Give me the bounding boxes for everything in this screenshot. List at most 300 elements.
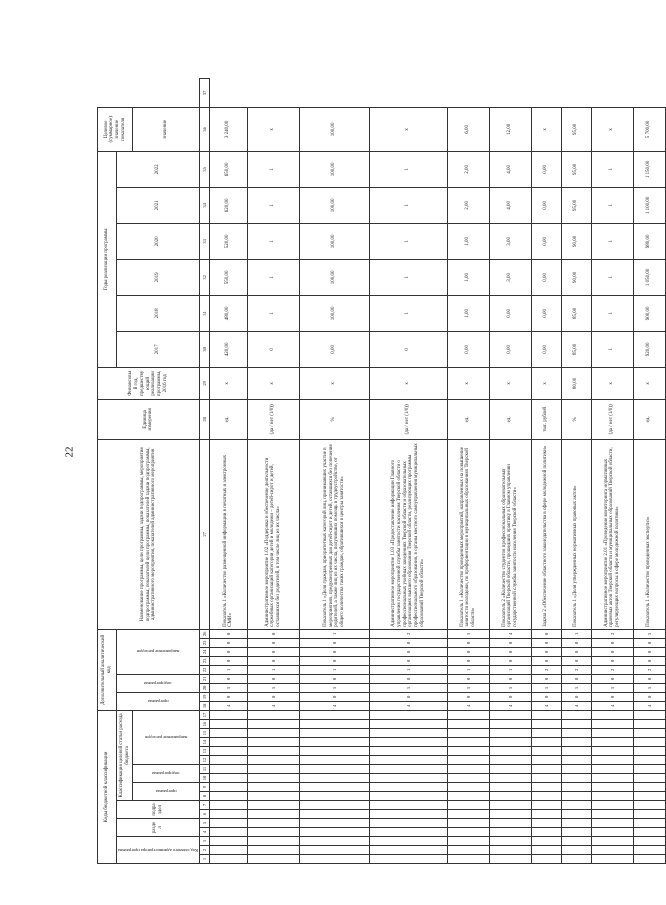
table-row <box>489 79 531 864</box>
code-cell <box>561 792 591 801</box>
code-cell: 0 <box>447 674 489 683</box>
base-year-cell: х <box>591 367 633 399</box>
code-cell: 0 <box>369 692 447 701</box>
table-row <box>633 79 665 864</box>
code-cell <box>633 729 665 738</box>
code-cell <box>591 846 633 855</box>
year-value-cell: 550,00 <box>209 259 247 295</box>
code-cell <box>369 792 447 801</box>
year-value-cell: 1 <box>247 259 299 295</box>
code-cell <box>633 765 665 774</box>
code-cell <box>591 720 633 729</box>
page-number: 22 <box>63 446 76 458</box>
code-cell: 0 <box>591 656 633 665</box>
base-year-cell: х <box>209 367 247 399</box>
base-year-cell: х <box>299 367 369 399</box>
code-cell: 0 <box>247 674 299 683</box>
code-cell <box>247 756 299 765</box>
code-cell <box>299 819 369 828</box>
code-cell: 0 <box>447 638 489 647</box>
year-2022-header: 2022 <box>117 151 200 187</box>
code-cell: 0 <box>561 656 591 665</box>
code-cell <box>447 747 489 756</box>
code-cell <box>531 828 561 837</box>
code-cell <box>561 846 591 855</box>
code-cell <box>531 738 561 747</box>
unit-cell: тыс. рублей <box>531 399 561 439</box>
year-value-cell: 1 100,00 <box>633 187 665 223</box>
code-cell <box>561 819 591 828</box>
code-cell <box>209 828 247 837</box>
code-cell: 0 <box>447 647 489 656</box>
code-cell: 0 <box>247 647 299 656</box>
code-cell: 2 <box>591 629 633 638</box>
code-cell <box>247 810 299 819</box>
code-cell <box>561 729 591 738</box>
code-cell <box>591 810 633 819</box>
year-value-cell: 1 <box>369 295 447 331</box>
code-cell <box>489 738 531 747</box>
code-cell: 0 <box>209 647 247 656</box>
year-value-cell: 0,00 <box>489 331 531 367</box>
code-cell <box>561 801 591 810</box>
year-value-cell: 1 <box>591 223 633 259</box>
year-value-cell: 0,00 <box>531 187 561 223</box>
code-cell <box>489 710 531 719</box>
code-cell <box>591 729 633 738</box>
year-value-cell: 1,00 <box>447 295 489 331</box>
code-cell: 0 <box>369 674 447 683</box>
code-cell <box>489 729 531 738</box>
code-cell <box>209 774 247 783</box>
year-value-cell: 3,00 <box>489 259 531 295</box>
code-cell <box>561 855 591 864</box>
code-cell <box>591 828 633 837</box>
code-cell: 0 <box>591 674 633 683</box>
year-value-cell: 1 <box>591 295 633 331</box>
code-cell: 1 <box>299 629 369 638</box>
code-cell: 4 <box>369 701 447 710</box>
code-cell: 4 <box>299 701 369 710</box>
code-cell <box>247 819 299 828</box>
column-index-cell: 32 <box>199 259 209 295</box>
code-cell <box>531 765 561 774</box>
year-value-cell: 0,00 <box>531 295 561 331</box>
code-cell <box>561 765 591 774</box>
code-cell <box>369 783 447 792</box>
code-cell: 4 <box>489 629 531 638</box>
code-cell <box>561 774 591 783</box>
code-cell <box>561 747 591 756</box>
unit-header: Единица измерения <box>98 399 200 439</box>
year-value-cell: 1 150,00 <box>633 151 665 187</box>
code-cell: 0 <box>591 638 633 647</box>
program-label: программа <box>147 698 169 704</box>
year-value-cell: 650,00 <box>209 151 247 187</box>
year-value-cell: 1 <box>247 295 299 331</box>
code-cell: 4 <box>209 701 247 710</box>
year-value-cell: 1 <box>591 259 633 295</box>
code-cell <box>369 729 447 738</box>
column-index-cell: 13 <box>199 747 209 756</box>
code-cell <box>369 810 447 819</box>
value-header: значение <box>133 107 199 151</box>
code-cell <box>369 846 447 855</box>
code-cell <box>209 810 247 819</box>
code-cell: 0 <box>561 638 591 647</box>
year-value-cell: 4,00 <box>489 187 531 223</box>
code-cell <box>247 738 299 747</box>
code-cell: 4 <box>247 701 299 710</box>
year-value-cell: 1 <box>247 187 299 223</box>
code-cell <box>531 846 561 855</box>
code-cell <box>247 828 299 837</box>
year-value-cell: 1,00 <box>447 259 489 295</box>
base-year-header: Финансовый год, предшествующий реализации программы, 2016 год <box>98 367 200 399</box>
code-cell <box>561 738 591 747</box>
code-cell <box>531 855 561 864</box>
row-name-cell: Показатель 1 «Количество проведенных экспертиз» <box>633 439 665 629</box>
code-cell: 1 <box>299 665 369 674</box>
base-year-cell: 80,00 <box>561 367 591 399</box>
code-cell: 5 <box>489 683 531 692</box>
subprogram-label: подпрограмма <box>144 680 172 686</box>
code-cell <box>531 819 561 828</box>
year-value-cell: 0,00 <box>531 331 561 367</box>
table-row <box>531 79 561 864</box>
code-cell <box>299 774 369 783</box>
column-index-cell: 18 <box>199 701 209 710</box>
unit-cell: ед. <box>489 399 531 439</box>
column-index-cell: 3 <box>199 837 209 846</box>
row-name-cell: Административное мероприятие 1.03 «Предоставление информации Главного управления государственной службы занятости населения Тверской области о профессиональных учебных заведениях Тверской области и образовательных организациях высшего образования Тверской области, реализующих программы профессионального образования, в органы местного самоуправления муниципальных образований Тверской области» <box>369 439 447 629</box>
code-cell <box>447 720 489 729</box>
column-index-cell: 23 <box>199 656 209 665</box>
target-value-cell: 6,00 <box>447 107 489 151</box>
code-cell <box>447 810 489 819</box>
year-value-cell: 90,00 <box>561 259 591 295</box>
column-index-cell: 26 <box>199 629 209 638</box>
code-cell <box>633 855 665 864</box>
unit-cell: ед. <box>447 399 489 439</box>
target-value-cell: х <box>369 107 447 151</box>
row-name-cell: Административное мероприятие 1.02 «Поддержка и обеспечение деятельности служебных организаций категории детей и молодежи – детей-сирот и детей, оставшихся без родителей, в том числе лиц из их числа» <box>247 439 299 629</box>
code-cell: 1 <box>447 665 489 674</box>
code-cell <box>489 765 531 774</box>
code-cell: 5 <box>591 683 633 692</box>
subsection-header: подраздел <box>117 801 200 819</box>
column-index-cell: 9 <box>199 783 209 792</box>
code-cell: 4 <box>489 701 531 710</box>
code-cell <box>591 801 633 810</box>
code-cell <box>209 747 247 756</box>
code-cell <box>299 837 369 846</box>
year-value-cell: 95,00 <box>561 151 591 187</box>
code-cell: 1 <box>369 665 447 674</box>
column-index-cell: 10 <box>199 774 209 783</box>
column-index-cell: 24 <box>199 647 209 656</box>
code-cell <box>447 738 489 747</box>
subprogram-code-header <box>133 765 199 783</box>
code-cell <box>447 756 489 765</box>
code-cell <box>633 756 665 765</box>
target-value-cell: 95,00 <box>561 107 591 151</box>
code-cell <box>299 710 369 719</box>
code-cell <box>369 765 447 774</box>
year-2020-header: 2020 <box>117 223 200 259</box>
year-value-cell: 0,00 <box>489 295 531 331</box>
code-cell: 5 <box>447 683 489 692</box>
year-value-cell: 85,00 <box>561 295 591 331</box>
year-value-cell: 0,00 <box>531 259 561 295</box>
code-cell <box>531 783 561 792</box>
code-cell <box>369 756 447 765</box>
code-cell: 0 <box>561 692 591 701</box>
column-index-cell: 34 <box>199 187 209 223</box>
code-cell <box>447 828 489 837</box>
code-cell <box>531 710 561 719</box>
code-cell: 5 <box>531 683 561 692</box>
code-cell: 0 <box>299 647 369 656</box>
code-cell <box>561 783 591 792</box>
year-value-cell: 1 <box>591 151 633 187</box>
code-cell: 0 <box>489 638 531 647</box>
code-cell: 5 <box>209 683 247 692</box>
code-cell <box>209 837 247 846</box>
column-index-cell: 33 <box>199 223 209 259</box>
year-value-cell: 95,00 <box>561 187 591 223</box>
code-cell <box>489 837 531 846</box>
code-cell <box>561 837 591 846</box>
code-cell <box>369 828 447 837</box>
code-cell: 2 <box>369 629 447 638</box>
code-cell: 0 <box>247 638 299 647</box>
unit-cell: % <box>561 399 591 439</box>
code-cell <box>531 837 561 846</box>
code-cell: 0 <box>591 692 633 701</box>
code-cell <box>369 747 447 756</box>
code-cell <box>299 801 369 810</box>
column-index-cell: 8 <box>199 792 209 801</box>
code-cell <box>447 765 489 774</box>
code-cell <box>209 801 247 810</box>
table-row <box>591 79 633 864</box>
year-value-cell: 620,00 <box>209 187 247 223</box>
column-index-row <box>199 79 209 864</box>
code-cell <box>369 720 447 729</box>
table-row <box>247 79 299 864</box>
code-cell: 0 <box>633 638 665 647</box>
code-cell <box>369 710 447 719</box>
code-cell: 0 <box>209 638 247 647</box>
code-cell <box>633 792 665 801</box>
code-cell: 3 <box>447 629 489 638</box>
code-cell: 2 <box>531 665 561 674</box>
row-name-cell: Показатель 2 «Количество студентов профессиональных образовательных организаций Тверской области, прошедших практику в Главном управлении государственной службы занятости населения Тверской области» <box>489 439 531 629</box>
code-cell <box>247 747 299 756</box>
code-cell: 0 <box>633 656 665 665</box>
column-index-cell: 36 <box>199 107 209 151</box>
column-index-cell: 5 <box>199 819 209 828</box>
table-row <box>209 79 247 864</box>
code-cell <box>447 819 489 828</box>
base-year-cell: х <box>247 367 299 399</box>
year-value-cell: 2,00 <box>447 151 489 187</box>
year-value-cell: 900,00 <box>633 295 665 331</box>
code-cell <box>531 801 561 810</box>
code-cell: 0 <box>531 692 561 701</box>
year-value-cell: 85,00 <box>561 331 591 367</box>
code-cell <box>209 756 247 765</box>
direction-code-header <box>133 710 199 764</box>
code-cell <box>369 738 447 747</box>
code-cell: 0 <box>369 638 447 647</box>
table-body <box>209 79 665 864</box>
program-code-label: программа <box>155 789 177 795</box>
column-index-cell: 28 <box>199 399 209 439</box>
code-cell <box>561 810 591 819</box>
base-year-cell: х <box>369 367 447 399</box>
code-cell: 0 <box>209 656 247 665</box>
code-cell <box>209 792 247 801</box>
unit-cell: ед. <box>633 399 665 439</box>
program-code-header <box>133 783 199 801</box>
code-cell <box>447 792 489 801</box>
row-name-cell: Показатель 1 «Количество размещенной информации в печатных и электронных СМИ» <box>209 439 247 629</box>
code-cell <box>299 846 369 855</box>
base-year-cell: х <box>489 367 531 399</box>
code-cell: 0 <box>531 638 561 647</box>
code-cell: 0 <box>633 692 665 701</box>
program-indicator-table <box>97 78 666 864</box>
code-cell: 0 <box>209 674 247 683</box>
section-header: раздел <box>117 819 200 837</box>
code-cell <box>561 710 591 719</box>
code-cell <box>299 720 369 729</box>
year-value-cell: 2,00 <box>447 187 489 223</box>
code-cell <box>447 855 489 864</box>
code-cell: 0 <box>561 674 591 683</box>
name-header: Наименование программы, цели программы, задачи подпрограммы, мероприятия подпрограммы, показателей цели программы, показателей задачи подпрограммы, административного мероприятия, показателей административного мероприятия <box>98 439 200 629</box>
column-index-cell: 7 <box>199 801 209 810</box>
code-cell: 1 <box>247 665 299 674</box>
code-cell <box>489 756 531 765</box>
code-cell <box>633 738 665 747</box>
code-cell <box>633 710 665 719</box>
code-cell: 2 <box>591 665 633 674</box>
code-cell <box>299 747 369 756</box>
code-cell <box>209 783 247 792</box>
column-index-cell: 6 <box>199 810 209 819</box>
code-cell <box>369 774 447 783</box>
subprogram-header <box>117 674 200 692</box>
code-cell: 0 <box>489 647 531 656</box>
code-cell <box>633 810 665 819</box>
target-value-cell: х <box>247 107 299 151</box>
code-cell <box>299 765 369 774</box>
code-cell <box>531 792 561 801</box>
column-index-cell: 29 <box>199 367 209 399</box>
code-cell: 0 <box>299 638 369 647</box>
code-cell <box>633 774 665 783</box>
code-cell <box>299 810 369 819</box>
year-value-cell: 480,00 <box>209 295 247 331</box>
code-cell <box>247 729 299 738</box>
year-value-cell: 980,00 <box>633 223 665 259</box>
code-cell: 0 <box>299 674 369 683</box>
year-value-cell: 100,00 <box>299 223 369 259</box>
code-cell <box>561 828 591 837</box>
code-cell <box>447 846 489 855</box>
code-cell: 0 <box>209 629 247 638</box>
code-cell <box>447 710 489 719</box>
table-row <box>561 79 591 864</box>
code-cell: 2 <box>561 665 591 674</box>
code-cell <box>247 792 299 801</box>
column-index-cell: 25 <box>199 638 209 647</box>
target-value-cell: х <box>531 107 561 151</box>
code-cell <box>247 765 299 774</box>
code-cell <box>299 756 369 765</box>
code-cell: 0 <box>369 656 447 665</box>
code-cell <box>531 729 561 738</box>
code-cell: 5 <box>299 683 369 692</box>
years-impl-header: Годы реализации программы <box>98 151 117 367</box>
year-value-cell: 420,00 <box>209 331 247 367</box>
code-cell: 0 <box>489 656 531 665</box>
code-cell <box>299 792 369 801</box>
code-cell: 0 <box>531 647 561 656</box>
unit-cell: (да / нет (1/0)) <box>369 399 447 439</box>
year-value-cell: 1 <box>369 187 447 223</box>
target-value-header: Целевое (суммарное) значение показателя <box>98 107 133 151</box>
code-cell <box>209 710 247 719</box>
code-cell <box>247 846 299 855</box>
column-index-cell: 21 <box>199 674 209 683</box>
code-cell <box>531 756 561 765</box>
code-cell <box>591 710 633 719</box>
year-2021-header: 2021 <box>117 187 200 223</box>
year-value-cell: 0,00 <box>531 223 561 259</box>
code-cell <box>633 801 665 810</box>
year-value-cell: 0,00 <box>531 151 561 187</box>
unit-cell: (да / нет (1/0)) <box>591 399 633 439</box>
code-cell <box>633 783 665 792</box>
code-cell: 0 <box>209 692 247 701</box>
base-year-cell: х <box>447 367 489 399</box>
code-cell: 0 <box>299 656 369 665</box>
base-year-cell: х <box>633 367 665 399</box>
code-cell <box>633 828 665 837</box>
code-cell <box>591 756 633 765</box>
code-cell <box>447 774 489 783</box>
column-index-cell: 31 <box>199 295 209 331</box>
code-cell <box>531 774 561 783</box>
code-cell <box>489 774 531 783</box>
target-value-cell: х <box>591 107 633 151</box>
code-cell: 4 <box>591 701 633 710</box>
year-value-cell: 1 <box>369 151 447 187</box>
code-cell <box>531 720 561 729</box>
year-2019-header: 2019 <box>117 259 200 295</box>
code-cell <box>591 819 633 828</box>
row-name-cell: Показатель 1 «Количество проведенных мероприятий, направленных на повышение занятости молодежи, по профориентации в муниципальных образованиях Тверской области» <box>447 439 489 629</box>
year-value-cell: 0 <box>247 331 299 367</box>
code-cell <box>447 801 489 810</box>
target-value-cell: 12,00 <box>489 107 531 151</box>
code-cell <box>447 837 489 846</box>
year-2017-header: 2017 <box>117 331 200 367</box>
